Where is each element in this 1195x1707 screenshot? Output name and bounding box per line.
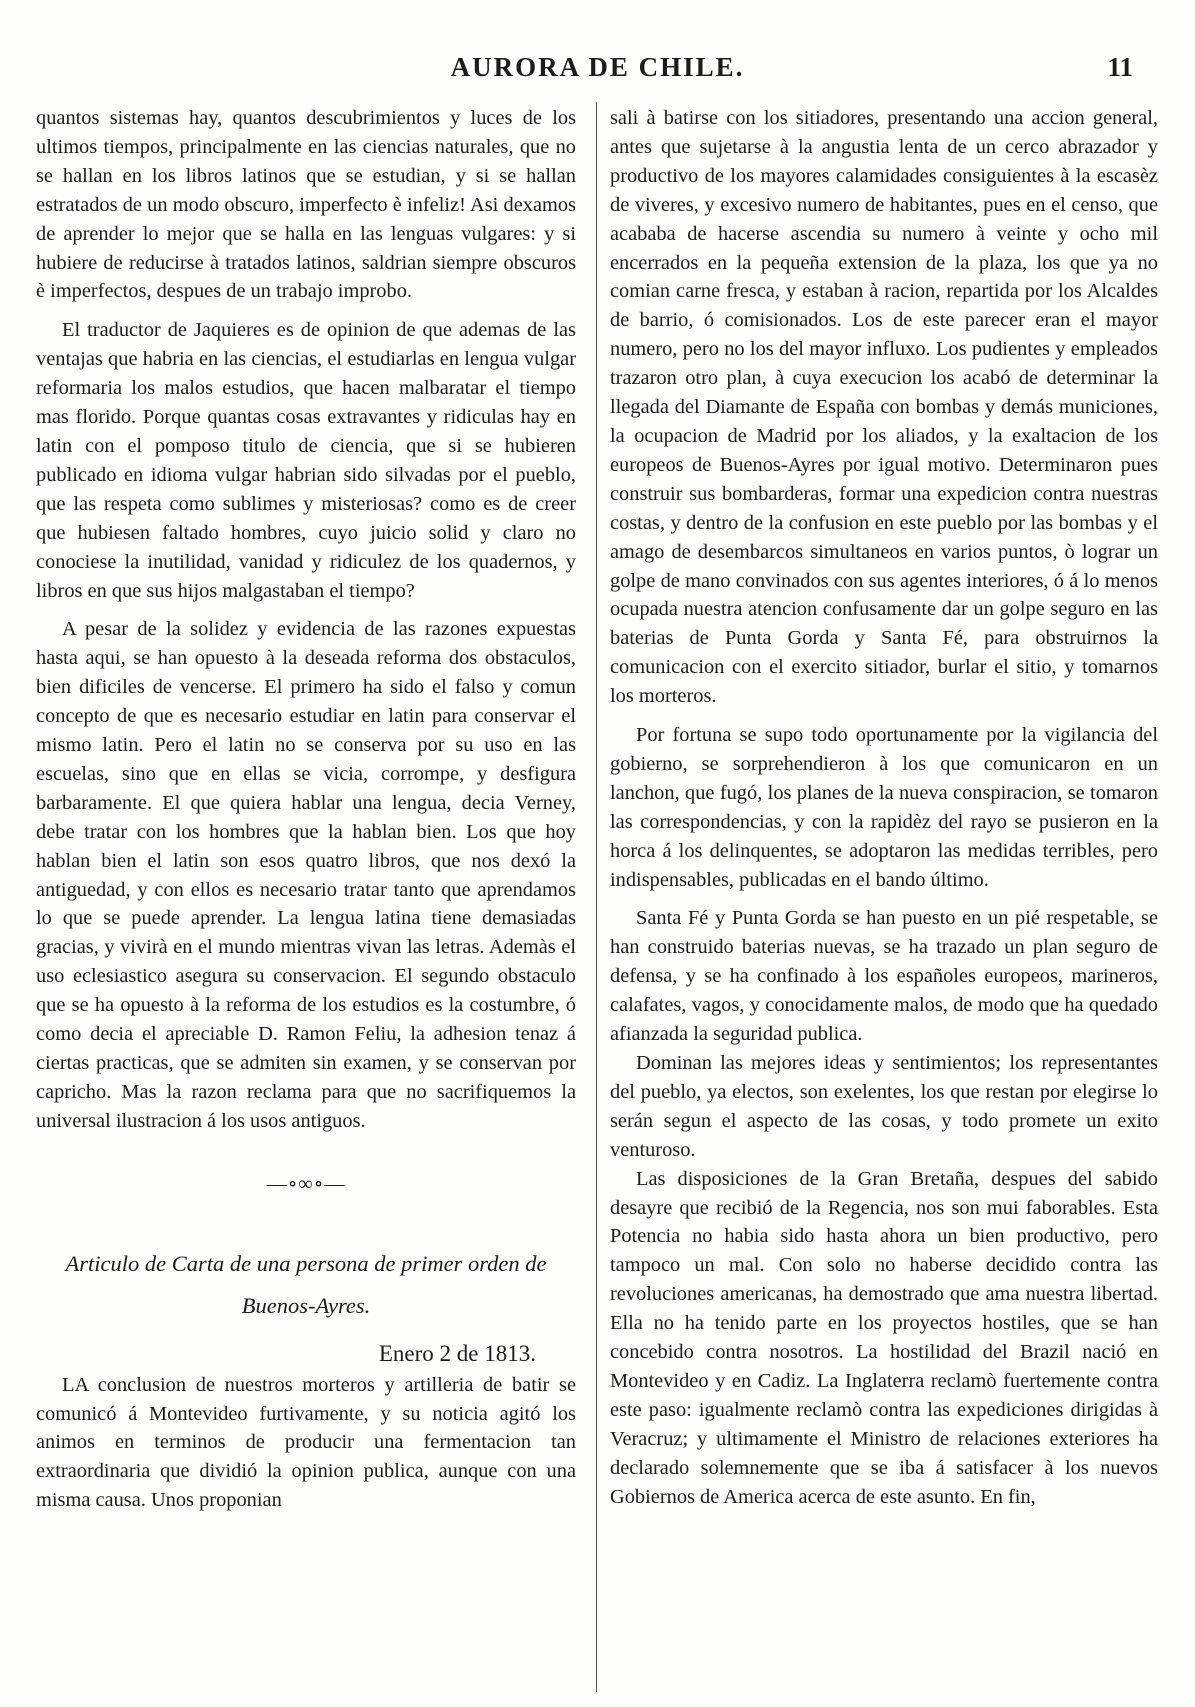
article-date: Enero 2 de 1813.	[378, 1340, 536, 1366]
page-header	[40, 52, 1155, 92]
paragraph: A pesar de la solidez y evidencia de las razones expuestas hasta aqui, se han opuesto à la deseada reforma dos obstaculos, bien dificiles de vencerse. El primero ha sido el falso y comun concepto de que es necesario estudiar en latin para conservar el mismo latin. Pero el latin no se conserva por su uso en las escuelas, sino que en ellas se vicia, corrompe, y desfigura barbaramente. El que quiera hablar una lengua, decia Verney, debe tratar con los hombres que la hablan bien. Los que hoy hablan bien el latin son esos quatro libros, que nos dexó la antiguedad, y con ellos es necesario tratar tanto que aprendamos lo que se puede aprender. La lengua latina tiene demasiadas gracias, y vivirà en el mundo mientras vivan las letras. Ademàs el uso eclesiastico asegura su conservacion. El segundo obstaculo que se ha opuesto à la reforma de los estudios es la costumbre, ó como decia el apreciable D. Ramon Feliu, la adhesion tenaz á ciertas practicas, que se admiten sin examen, y se conservan por capricho. Mas la razon reclama para que no sacrifiquemos la universal ilustracion á los usos antiguos.	[36, 618, 576, 1132]
section-ornament: —∘∞∘—	[266, 1172, 346, 1195]
page-number: 11	[1107, 52, 1133, 82]
paragraph: El traductor de Jaquieres es de opinion de que ademas de las ventajas que habria en las ciencias, el estudiarlas en lengua vulgar reformaria los malos estudios, que hacen malbaratar el tiempo mas florido. Porque quantas cosas extravantes y ridiculas hay en latin con el pomposo titulo de ciencia, que si se hubieren publicado en idioma vulgar habrian sido silvadas por el pueblo, que las respeta como sublimes y misteriosas? como es de creer que hubiesen faltado hombres, cuyo juicio solid y claro no conociese la inutilidad, vanidad y ridiculez de los quadernos, y libros en que sus hijos malgastaban el tiempo?	[36, 319, 576, 602]
paragraph: Por fortuna se supo todo oportunamente por la vigilancia del gobierno, se sorprehendieron à los que comunicaron en un lanchon, que fugó, los planes de la nueva conspiracion, se tomaron las correspondencias, y con la rapidèz del rayo se pusieron en la horca á los delinquentes, se adoptaron las medidas terribles, pero indispensables, publicadas en el bando último.	[610, 724, 1158, 891]
article-title: Articulo de Carta de una persona de primer orden de Buenos-Ayres.	[65, 1250, 547, 1318]
column-divider	[596, 102, 597, 1692]
paragraph: Santa Fé y Punta Gorda se han puesto en un pié respetable, se han construido baterias nuevas, se ha trazado un plan seguro de defensa, y se ha confinado à los españoles europeos, marineros, calafates, vagos, y conocidamente malos, de modo que ha quedado afianzada la seguridad publica.	[610, 907, 1158, 1046]
paragraph: quantos sistemas hay, quantos descubrimientos y luces de los ultimos tiempos, principalmente en las ciencias naturales, que no se hallan en los libros latinos que se estudian, y si se hallan estratados de un modo obscuro, imperfecto è infeliz! Asi dexamos de aprender lo mejor que se halla en las lenguas vulgares: y si hubiere de reducirse à tratados latinos, saldrian siempre obscuros è imperfectos, despues de un trabajo improbo.	[36, 107, 576, 303]
left-column	[36, 104, 576, 1515]
article-paragraph: LA conclusion de nuestros morteros y artilleria de batir se comunicó á Montevideo furtivamente, y su noticia agitó los animos en terminos de producir una fermentacion tan extraordinaria que dividió la opinion publica, aunque con una misma causa. Unos proponian	[36, 1373, 576, 1512]
newspaper-title: AURORA DE CHILE.	[450, 52, 745, 82]
paragraph: Las disposiciones de la Gran Bretaña, despues del sabido desayre que recibió de la Regencia, nos son mui faborables. Esta Potencia no habia sido hasta ahora un bien productivo, pero tampoco un mal. Con solo no haberse decidido contra las revoluciones americanas, ha demostrado que ama nuestra libertad. Ella no ha tenido parte en los proyectos hostiles, que se han concebido contra nosotros. La hostilidad del Brazil nació en Montevideo y en Cadiz. La Inglaterra reclamò fuertemente contra este paso: igualmente reclamò contra las expediciones dirigidas à Veracruz; y ultimamente el Ministro de relaciones exteriores ha declarado solemnemente que se iba á satisfacer à los nuevos Gobiernos de America acerca de este asunto. En fin,	[610, 1167, 1158, 1508]
paragraph: sali à batirse con los sitiadores, presentando una accion general, antes que sujetarse à la angustia lenta de un cerco abrazador y productivo de los mayores calamidades consiguientes à la escasèz de viveres, y excesivo numero de habitantes, pues en el censo, que acababa de hacerse ascendia su numero à veinte y ocho mil encerrados en la pequeña extension de la plaza, los que ya no comian carne fresca, y estaban à racion, repartida por los Alcaldes de barrio, ó comisionados. Los de este parecer eran el mayor numero, pero no los del mayor influxo. Los pudientes y empleados trazaron otro plan, à cuya execucion los acabó de determinar la llegada del Diamante de España con bombas y demás municiones, la ocupacion de Madrid por los aliados, y la exaltacion de los europeos de Buenos-Ayres por igual motivo. Determinaron pues construir sus bombarderas, formar una expedicion contra nuestras costas, y dentro de la confusion en este pueblo por las bombas y el amago de desembarcos simultaneos en varios puntos, ò lograr un golpe de mano convinados con sus agentes interiores, ó á lo menos ocupada nuestra atencion confusamente dar un golpe seguro en las baterias de Punta Gorda y Santa Fé, para obstruirnos la comunicacion con el exercito sitiador, burlar el sitio, y tomarnos los morteros.	[610, 107, 1158, 708]
right-column	[610, 104, 1158, 1512]
paragraph: Dominan las mejores ideas y sentimientos; los representantes del pueblo, ya electos, son exelentes, los que restan por elegirse lo serán segun el aspecto de las cosas, y todo promete un exito venturoso.	[610, 1052, 1158, 1161]
